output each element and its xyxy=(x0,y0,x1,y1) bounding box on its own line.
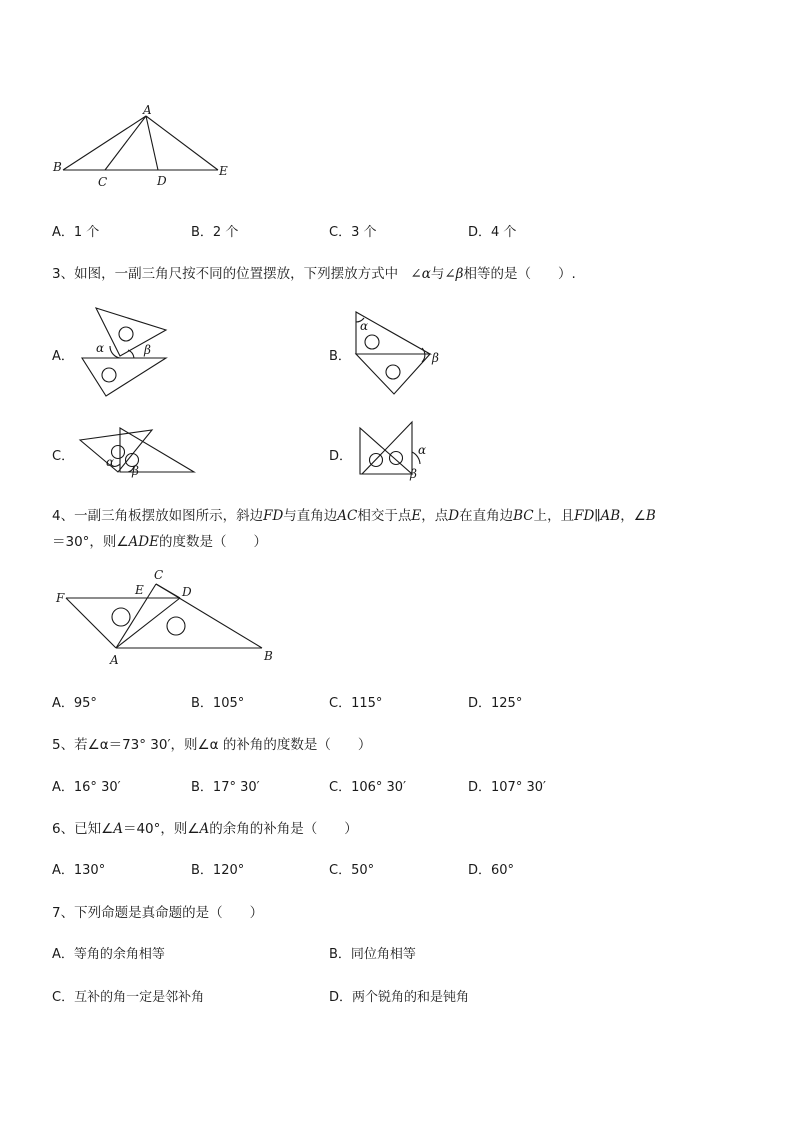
q3-angle-beta: ∠β xyxy=(444,266,464,282)
beta-label: β xyxy=(410,467,417,481)
q3-text-mid: 与 xyxy=(430,266,445,282)
q3-option-b[interactable]: B． xyxy=(329,349,351,364)
q4-BC: BC xyxy=(513,508,534,524)
label-E: E xyxy=(219,164,228,178)
label-C: C xyxy=(154,568,164,582)
question-3 xyxy=(52,262,576,282)
q4-AC: AC xyxy=(337,508,358,524)
figure-q4 xyxy=(52,568,282,672)
label-C: C xyxy=(98,175,108,189)
q4-option-a[interactable]: A．95° xyxy=(52,696,97,711)
question-5: 5、若∠α＝73° 30′，则∠α 的补角的度数是（ ） xyxy=(52,737,372,753)
q3-text-pre: 3、如图，一副三角尺按不同的位置摆放，下列摆放方式中 xyxy=(52,266,399,282)
q5-option-a[interactable]: A．16° 30′ xyxy=(52,780,121,795)
q3-option-d[interactable]: D． xyxy=(329,449,353,464)
q7-option-a[interactable]: A．等角的余角相等 xyxy=(52,947,165,962)
beta-label: β xyxy=(432,351,439,365)
q2-option-b[interactable]: B．2 个 xyxy=(191,225,239,240)
q7-option-c[interactable]: C．互补的角一定是邻补角 xyxy=(52,990,205,1005)
label-A: A xyxy=(110,653,119,667)
q3-angle-alpha: ∠α xyxy=(410,266,431,282)
label-B: B xyxy=(53,160,62,174)
q4-ADE: ADE xyxy=(128,534,159,550)
q4-option-c[interactable]: C．115° xyxy=(329,696,383,711)
q4-text: ，点 xyxy=(421,508,449,524)
q7-option-b[interactable]: B．同位角相等 xyxy=(329,947,416,962)
q6-text: 6、已知∠ xyxy=(52,821,114,837)
q5-option-b[interactable]: B．17° 30′ xyxy=(191,780,260,795)
q4-text: ＝30°，则∠ xyxy=(52,534,129,550)
figure-q3-c xyxy=(78,426,198,478)
q6-A: A xyxy=(199,821,210,837)
q6-text: 的余角的补角是（ ） xyxy=(209,821,358,837)
q4-text: 在直角边 xyxy=(459,508,514,524)
figure-triangle-bcde xyxy=(50,102,240,194)
q6-option-b[interactable]: B．120° xyxy=(191,863,245,878)
q7-option-d[interactable]: D．两个锐角的和是钝角 xyxy=(329,990,470,1005)
q5-option-d[interactable]: D．107° 30′ xyxy=(468,780,546,795)
question-6 xyxy=(52,817,358,837)
q6-text: ＝40°，则∠ xyxy=(122,821,200,837)
question-4-line-1 xyxy=(52,504,656,524)
q4-text: 4、一副三角板摆放如图所示，斜边 xyxy=(52,508,264,524)
label-A: A xyxy=(143,103,152,117)
label-F: F xyxy=(56,591,65,605)
beta-label: β xyxy=(132,464,139,478)
q4-text: 与直角边 xyxy=(283,508,338,524)
figure-q3-b xyxy=(352,308,452,398)
q6-option-a[interactable]: A．130° xyxy=(52,863,106,878)
label-E: E xyxy=(135,583,144,597)
label-D: D xyxy=(157,174,167,188)
q3-option-c[interactable]: C． xyxy=(52,449,75,464)
q4-FD: FD xyxy=(263,508,284,524)
q4-D: D xyxy=(448,508,460,524)
q6-A: A xyxy=(113,821,123,837)
q3-text-post: 相等的是（ ）. xyxy=(463,266,576,282)
question-4-line-2 xyxy=(52,530,267,550)
alpha-label: α xyxy=(96,341,105,355)
beta-label: β xyxy=(144,343,151,357)
alpha-label: α xyxy=(360,319,369,333)
q2-option-c[interactable]: C．3 个 xyxy=(329,225,377,240)
question-7: 7、下列命题是真命题的是（ ） xyxy=(52,905,264,921)
q4-text: 相交于点 xyxy=(357,508,412,524)
q4-text: ，∠ xyxy=(620,508,646,524)
alpha-label: α xyxy=(106,455,115,469)
q6-option-c[interactable]: C．50° xyxy=(329,863,375,878)
figure-q3-d xyxy=(356,420,446,480)
q4-text: 上，且 xyxy=(533,508,575,524)
q3-option-a[interactable]: A． xyxy=(52,349,74,364)
label-B: B xyxy=(264,649,273,663)
q5-option-c[interactable]: C．106° 30′ xyxy=(329,780,407,795)
alpha-label: α xyxy=(418,443,427,457)
q4-option-b[interactable]: B．105° xyxy=(191,696,245,711)
q6-option-d[interactable]: D．60° xyxy=(468,863,515,878)
q4-B: B xyxy=(645,508,656,524)
label-D: D xyxy=(182,585,192,599)
q4-parallel: FD∥AB xyxy=(574,508,621,524)
q4-E: E xyxy=(411,508,422,524)
q2-option-d[interactable]: D．4 个 xyxy=(468,225,517,240)
q4-text: 的度数是（ ） xyxy=(158,534,267,550)
q2-option-a[interactable]: A．1 个 xyxy=(52,225,100,240)
figure-q3-a xyxy=(76,304,176,404)
q4-option-d[interactable]: D．125° xyxy=(468,696,523,711)
